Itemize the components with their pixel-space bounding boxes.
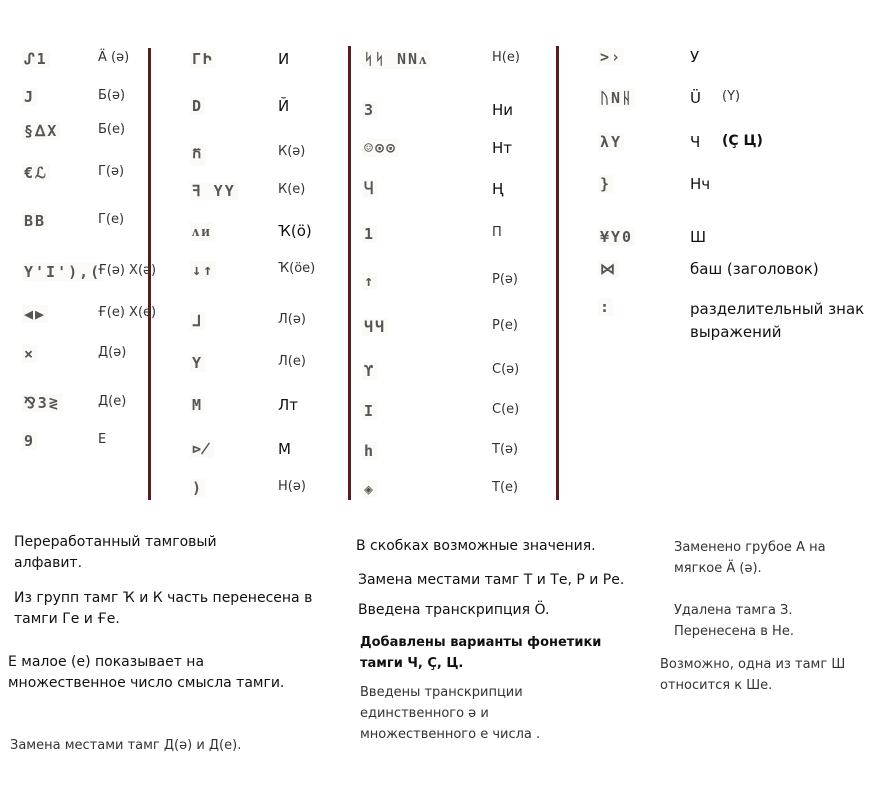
- tamga-label: П: [492, 225, 502, 240]
- tamga-glyph-icon: J: [24, 88, 36, 106]
- tamga-label: Ғ(е) Х(е): [98, 305, 157, 320]
- tamga-glyph-icon: ◈: [364, 480, 376, 498]
- column-divider: [348, 46, 351, 500]
- note-sh: Возможно, одна из тамг Ш относится к Ше.: [660, 657, 846, 693]
- tamga-glyph-icon: ГԻ: [192, 50, 215, 68]
- tamga-label: Ч: [690, 133, 701, 151]
- tamga-glyph-icon: ᛋᛋ NNᴧ: [364, 50, 429, 68]
- tamga-label: М: [278, 440, 291, 458]
- tamga-label: Б(е): [98, 122, 126, 137]
- tamga-label: Ҡ(öе): [278, 261, 316, 276]
- note-reworked: Переработанный тамговый алфавит.: [14, 534, 217, 571]
- tamga-glyph-icon: ×: [24, 345, 36, 363]
- tamga-glyph-icon: BB: [24, 212, 47, 230]
- tamga-glyph-icon: ꟻ YY: [192, 182, 236, 200]
- tamga-glyph-icon: €ℒ: [24, 164, 48, 182]
- tamga-label: Р(ə): [492, 272, 518, 287]
- tamga-glyph-icon: >›: [600, 48, 623, 66]
- tamga-glyph-icon: §ᐃX: [24, 122, 59, 140]
- tamga-label: Б(ə): [98, 88, 126, 103]
- tamga-label: Л(е): [278, 354, 306, 369]
- tamga-glyph-icon: 1: [364, 225, 376, 243]
- note-groups-moved: Из групп тамг Ҡ и К часть перенесена в тамги Ге и Ғе.: [14, 590, 313, 627]
- tamga-glyph-icon: D: [192, 97, 204, 115]
- tamga-label: С(ə): [492, 362, 520, 377]
- tamga-label: Ҡ(ö): [278, 222, 312, 240]
- tamga-glyph-icon: ↑: [364, 272, 376, 290]
- tamga-glyph-icon: ⅋3≷: [24, 394, 60, 412]
- tamga-label: Т(ə): [492, 442, 519, 457]
- tamga-glyph-icon: ): [192, 479, 204, 497]
- tamga-label: Ä (ə): [98, 50, 130, 65]
- note-ch-variants: Добавлены варианты фонетики тамги Ч, Ç, Ц.: [360, 635, 602, 671]
- tamga-glyph-icon: λY: [600, 133, 623, 151]
- tamga-label: Р(е): [492, 318, 518, 333]
- note-d-swap: Замена местами тамг Д(ə) и Д(е).: [10, 738, 242, 753]
- tamga-label: Т(е): [492, 480, 519, 495]
- tamga-glyph-icon: ᚢNᚺ: [600, 89, 634, 107]
- tamga-label: Нч: [690, 175, 711, 193]
- tamga-label: У: [690, 48, 700, 66]
- tamga-label: И: [278, 50, 290, 68]
- note-o-transcription: Введена транскрипция Ö.: [358, 602, 550, 618]
- tamga-glyph-icon: ↓↑: [192, 261, 215, 279]
- tamga-glyph-icon: ᴧᴎ: [192, 222, 212, 240]
- tamga-label: Л(ə): [278, 312, 306, 327]
- note-transcriptions: Введены транскрипции единственного ə и множественного е числа .: [360, 685, 541, 742]
- tamga-label: Г(е): [98, 212, 125, 227]
- note-brackets: В скобках возможные значения.: [356, 538, 596, 554]
- tamga-label: Е: [98, 432, 107, 447]
- tamga-label: разделительный знак выражений: [690, 300, 865, 341]
- tamga-glyph-icon: ☺⊙⊙: [364, 139, 398, 157]
- tamga-glyph-icon: Y'I'),(: [24, 263, 102, 281]
- tamga-glyph-icon: ϒ: [364, 362, 376, 380]
- tamga-label: Ң: [492, 180, 504, 198]
- tamga-glyph-icon: ¥Y0: [600, 228, 634, 246]
- note-z-removed: Удалена тамга З. Перенесена в Не.: [674, 603, 794, 639]
- tamga-label: Ғ(ə) Х(ə): [98, 263, 157, 278]
- tamga-label: Н(ə): [278, 479, 306, 494]
- note-t-r-swap: Замена местами тамг Т и Те, Р и Ре.: [358, 572, 625, 588]
- tamga-glyph-icon: Ⴗ: [364, 180, 376, 198]
- tamga-label: С(е): [492, 402, 520, 417]
- tamga-glyph-icon: 9: [24, 432, 36, 450]
- tamga-glyph-icon: Y: [192, 354, 204, 372]
- tamga-glyph-icon: :: [600, 298, 612, 316]
- tamga-glyph-icon: ◀▶: [24, 305, 47, 323]
- tamga-label: К(ə): [278, 144, 306, 159]
- tamga-label: Й: [278, 97, 290, 115]
- tamga-glyph-icon: ᔑ1: [24, 50, 48, 68]
- tamga-alt-label: (Ç Ц): [722, 133, 763, 149]
- tamga-label: Ü: [690, 89, 701, 107]
- tamga-label: Ш: [690, 228, 707, 246]
- tamga-label: Д(е): [98, 394, 127, 409]
- tamga-glyph-icon: ⋈: [600, 260, 617, 278]
- tamga-label: Г(ə): [98, 164, 125, 179]
- column-divider: [556, 46, 559, 500]
- note-a-replaced: Заменено грубое А на мягкое Ä (ə).: [674, 540, 826, 576]
- tamga-glyph-icon: ⋫: [192, 440, 213, 458]
- tamga-label: баш (заголовок): [690, 260, 819, 278]
- tamga-glyph-icon: ក: [190, 144, 206, 166]
- tamga-label: Ни: [492, 101, 514, 119]
- tamga-alt-label: (Y): [722, 89, 741, 104]
- tamga-label: Д(ə): [98, 345, 127, 360]
- tamga-glyph-icon: I: [364, 402, 376, 420]
- tamga-label: Н(е): [492, 50, 520, 65]
- tamga-glyph-icon: ЧЧ: [364, 318, 387, 336]
- note-plural: Е малое (е) показывает на множественное число смысла тамги.: [8, 654, 285, 691]
- tamga-glyph-icon: M: [192, 396, 204, 414]
- tamga-label: Лт: [278, 396, 299, 414]
- tamga-glyph-icon: ᒧ: [192, 312, 204, 330]
- tamga-glyph-icon: h: [364, 442, 376, 460]
- tamga-glyph-icon: }: [600, 175, 612, 193]
- tamga-glyph-icon: З: [364, 101, 376, 119]
- tamga-label: К(е): [278, 182, 306, 197]
- tamga-label: Нт: [492, 139, 513, 157]
